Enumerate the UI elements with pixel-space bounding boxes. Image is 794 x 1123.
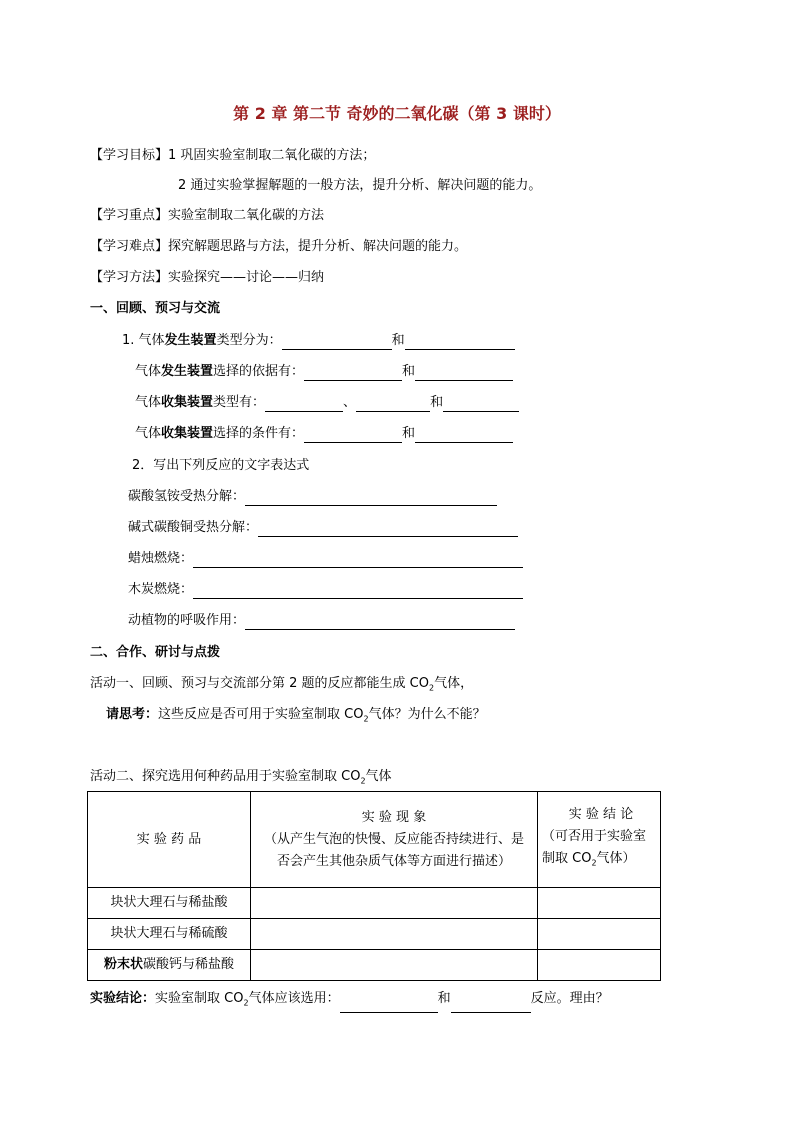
answer-blank[interactable] (193, 553, 523, 568)
row-drug: 块状大理石与稀硫酸 (88, 919, 251, 950)
header-conclusion-3a: 制取 CO (542, 851, 592, 867)
q1-line4 (135, 425, 513, 443)
conclusion-tail: 反应。理由？ (530, 991, 609, 1006)
row-drug: 块状大理石与稀盐酸 (88, 888, 251, 919)
q1-suffix: 类型分为： (216, 333, 282, 348)
difficulty-text: 探究解题思路与方法，提升分析、解决问题的能力。 (168, 239, 468, 254)
answer-blank[interactable] (451, 998, 531, 1013)
q1-l3b: 收集装置 (161, 395, 214, 410)
activity1-sub: 2 (428, 683, 435, 693)
q2-item-3 (128, 550, 523, 568)
section2-heading: 二、合作、研讨与点拨 (90, 645, 221, 660)
conclusion-sub: 2 (243, 998, 249, 1008)
q1-line2 (135, 363, 513, 381)
row-conclusion-cell[interactable] (538, 950, 661, 981)
q1-bold-term: 发生装置 (164, 333, 217, 348)
row-phenomenon-cell[interactable] (251, 919, 538, 950)
answer-blank[interactable] (193, 584, 523, 599)
header-conclusion (538, 792, 661, 888)
goals-item-2: 2 通过实验掌握解题的一般方法，提升分析、解决问题的能力。 (178, 178, 542, 193)
answer-blank[interactable] (265, 397, 343, 412)
table-row (88, 950, 661, 981)
section1-heading: 一、回顾、预习与交流 (90, 301, 221, 316)
header-phenomenon (251, 792, 538, 888)
key-point-text: 实验室制取二氧化碳的方法 (168, 208, 325, 223)
answer-blank[interactable] (282, 335, 392, 350)
answer-blank[interactable] (304, 428, 402, 443)
q2-item-4 (128, 581, 523, 599)
answer-blank[interactable] (304, 366, 402, 381)
row-phenomenon-cell[interactable] (251, 950, 538, 981)
think-line (106, 706, 486, 729)
experiment-table (87, 791, 661, 981)
q2-item-label: 动植物的呼吸作用： (128, 613, 246, 628)
row-conclusion-cell[interactable] (538, 888, 661, 919)
row-phenomenon-cell[interactable] (251, 888, 538, 919)
q2-item-5 (128, 612, 515, 630)
q2-heading: 2．写出下列反应的文字表达式 (132, 458, 310, 473)
conclusion-b: 气体应该选用： (248, 991, 340, 1006)
conclusion-a: 实验室制取 CO (155, 991, 244, 1006)
answer-blank[interactable] (415, 428, 513, 443)
conclusion-label: 实验结论： (90, 991, 156, 1006)
goals-item-1: 1 巩固实验室制取二氧化碳的方法； (168, 148, 376, 163)
q1-l2c: 选择的依据有： (213, 364, 305, 379)
q1-prefix: 1. 气体 (122, 333, 165, 348)
activity1-text (90, 675, 473, 698)
q1-l4a: 气体 (135, 426, 162, 441)
method-text: 实验探究——讨论——归纳 (168, 270, 325, 285)
header-phenomenon-2: （从产生气泡的快慢、反应能否持续进行、是 (263, 831, 524, 847)
q2-item-label: 碳酸氢铵受热分解： (128, 489, 246, 504)
q1-l2b: 发生装置 (161, 364, 214, 379)
think-a: 这些反应是否可用于实验室制取 CO (158, 707, 364, 722)
answer-blank[interactable] (245, 615, 515, 630)
q1-line1 (122, 332, 515, 350)
row-drug-bold: 粉末状 (103, 957, 143, 972)
and-text: 和 (391, 333, 405, 348)
table-row (88, 919, 661, 950)
activity2-text (90, 768, 392, 791)
and-text: 和 (402, 364, 416, 379)
q1-l4c: 选择的条件有： (213, 426, 305, 441)
q1-line3 (135, 394, 519, 412)
q2-item-label: 木炭燃烧： (128, 582, 194, 597)
q1-l3c: 类型有： (213, 395, 266, 410)
difficulty-line (90, 238, 467, 256)
activity2-b: 气体 (365, 769, 392, 784)
difficulty-label: 【学习难点】 (90, 239, 169, 254)
header-phenomenon-1: 实 验 现 象 (361, 809, 427, 825)
answer-blank[interactable] (443, 397, 519, 412)
header-drugs (88, 792, 251, 888)
think-b: 气体？为什么不能？ (368, 707, 486, 722)
q2-item-label: 碱式碳酸铜受热分解： (128, 520, 259, 535)
think-sub: 2 (363, 714, 369, 724)
table-row (88, 888, 661, 919)
header-conclusion-3 (542, 848, 660, 875)
page-title: 第 2 章 第二节 奇妙的二氧化碳（第 3 课时） (233, 104, 561, 123)
activity1-b: 气体， (434, 676, 474, 691)
activity2-a: 活动二、探究选用何种药品用于实验室制取 CO (90, 769, 361, 784)
q2-item-2 (128, 519, 518, 537)
comma-text: 、 (343, 395, 357, 410)
think-label: 请思考： (106, 707, 159, 722)
row-drug-rest: 碳酸钙与稀盐酸 (143, 957, 235, 972)
q2-item-1 (128, 488, 497, 506)
key-point-line (90, 207, 324, 225)
method-line (90, 269, 324, 287)
goals-line (90, 147, 375, 165)
conclusion-line (90, 990, 609, 1013)
activity2-sub: 2 (360, 776, 366, 786)
and-text: 和 (402, 426, 416, 441)
header-drugs-text: 实 验 药 品 (136, 831, 202, 847)
method-label: 【学习方法】 (90, 270, 169, 285)
and-text: 和 (430, 395, 444, 410)
answer-blank[interactable] (356, 397, 430, 412)
activity1-a: 活动一、回顾、预习与交流部分第 2 题的反应都能生成 CO (90, 676, 429, 691)
row-drug (88, 950, 251, 981)
header-conclusion-1: 实 验 结 论 (568, 807, 634, 823)
answer-blank[interactable] (340, 998, 438, 1013)
answer-blank[interactable] (245, 491, 497, 506)
q1-l2a: 气体 (135, 364, 162, 379)
table-header-row (88, 792, 661, 888)
header-conclusion-sub: 2 (591, 858, 597, 868)
row-conclusion-cell[interactable] (538, 919, 661, 950)
answer-blank[interactable] (405, 335, 515, 350)
header-phenomenon-3: 否会产生其他杂质气体等方面进行描述） (276, 853, 511, 869)
header-conclusion-2: （可否用于实验室 (542, 829, 647, 845)
key-point-label: 【学习重点】 (90, 208, 169, 223)
q2-item-label: 蜡烛燃烧： (128, 551, 194, 566)
header-conclusion-3b: 气体） (596, 851, 636, 867)
goals-label: 【学习目标】 (90, 148, 169, 163)
q1-l4b: 收集装置 (161, 426, 214, 441)
answer-blank[interactable] (415, 366, 513, 381)
and-text: 和 (437, 991, 451, 1006)
answer-blank[interactable] (258, 522, 518, 537)
q1-l3a: 气体 (135, 395, 162, 410)
